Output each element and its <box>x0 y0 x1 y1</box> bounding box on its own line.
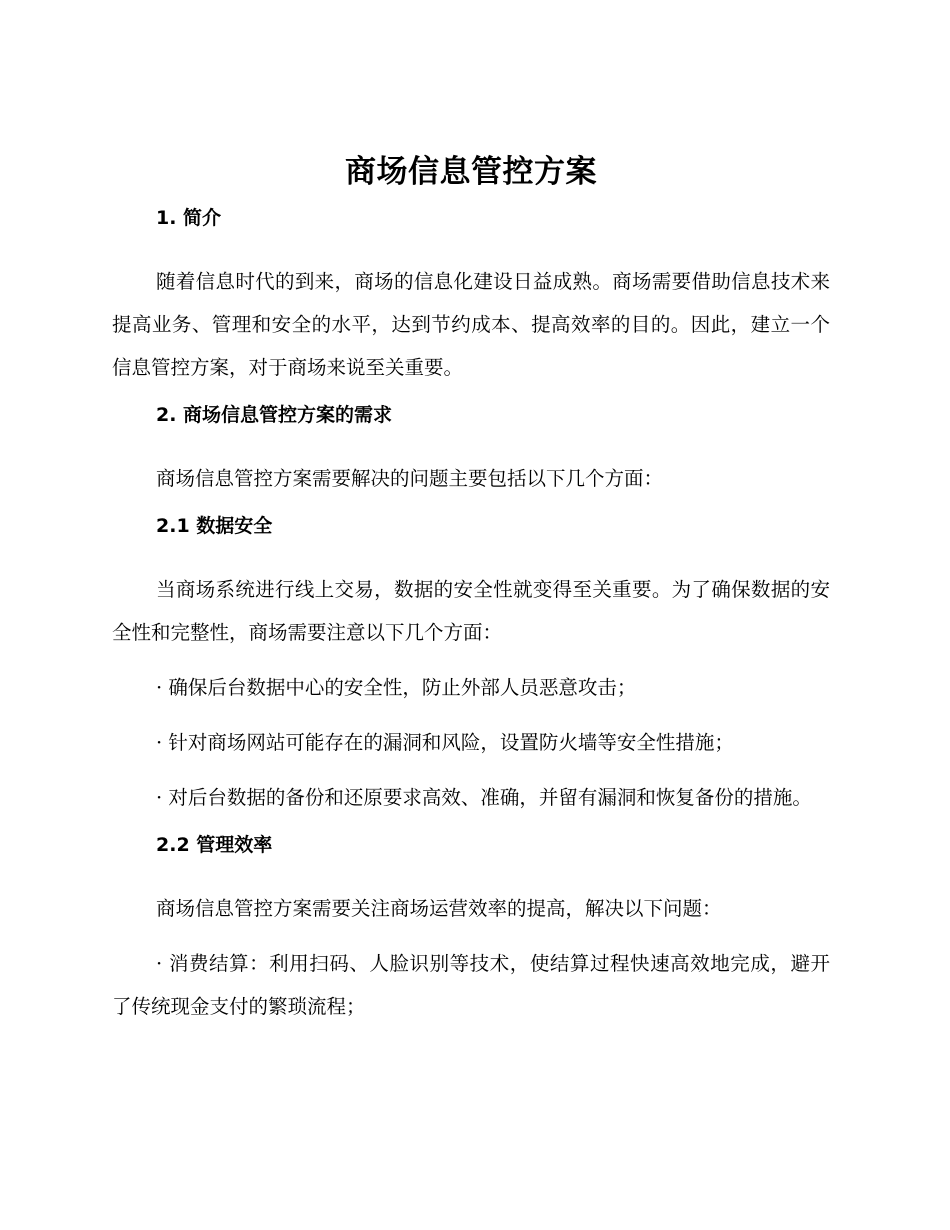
bullet-item: · 消费结算：利用扫码、人脸识别等技术，使结算过程快速高效地完成，避开了传统现金支付的繁琐流程； <box>112 952 830 1018</box>
paragraph-data-security: 当商场系统进行线上交易，数据的安全性就变得至关重要。为了确保数据的安全性和完整性，商场需要注意以下几个方面： <box>112 578 830 644</box>
section-heading-intro: 1. 简介 <box>156 207 222 229</box>
section-heading-management-efficiency: 2.2 管理效率 <box>156 834 273 856</box>
section-heading-data-security: 2.1 数据安全 <box>156 515 273 537</box>
document-title: 商场信息管控方案 <box>345 154 597 190</box>
bullet-item: · 对后台数据的备份和还原要求高效、准确，并留有漏洞和恢复备份的措施。 <box>156 786 812 809</box>
paragraph-requirements: 商场信息管控方案需要解决的问题主要包括以下几个方面： <box>156 467 664 490</box>
section-heading-requirements: 2. 商场信息管控方案的需求 <box>156 404 393 426</box>
paragraph-management-efficiency: 商场信息管控方案需要关注商场运营效率的提高，解决以下问题： <box>156 897 722 920</box>
bullet-item: · 确保后台数据中心的安全性，防止外部人员恶意攻击； <box>156 676 637 699</box>
bullet-item: · 针对商场网站可能存在的漏洞和风险，设置防火墙等安全性措施； <box>156 731 734 754</box>
paragraph-intro: 随着信息时代的到来，商场的信息化建设日益成熟。商场需要借助信息技术来提高业务、管理和安全的水平，达到节约成本、提高效率的目的。因此，建立一个信息管控方案，对于商场来说至关重要。 <box>112 270 830 379</box>
